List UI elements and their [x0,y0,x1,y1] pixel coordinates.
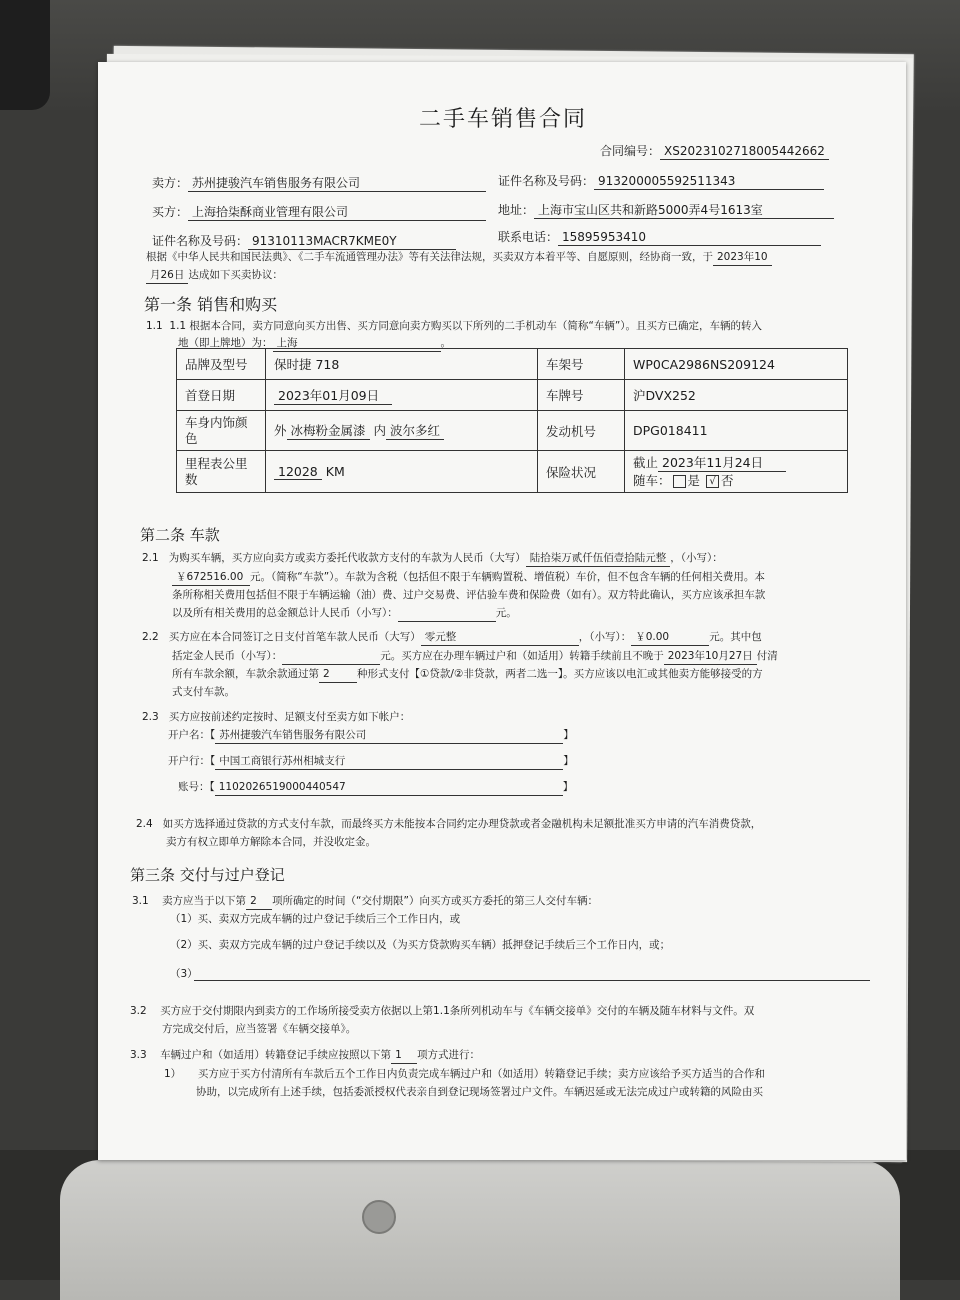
clause-3-3: 3.3 车辆过户和（如适用）转籍登记手续应按照以下第 1 项方式进行： [130,1048,480,1064]
clause-2-2-line3: 所有车款余额，车款余款通过第 2 种形式支付【①贷款/②非贷款，两者二选一】。买方应该以电汇或其他卖方能够接受的方 [172,667,763,683]
brand-value: 保时捷 718 [266,349,538,380]
engine-label: 发动机号 [538,411,625,451]
clause-2-2-line4: 式支付车款。 [172,686,235,698]
buyer-label: 买方： [152,205,189,219]
insurance-yes-checkbox[interactable] [673,475,686,488]
clause-2-1-line3: 条所称相关费用包括但不限于车辆运输（油）费、过户交易费、评估验车费和保险费（如有）。双方特此确认，买方应该承担车款 [172,589,766,601]
phone-corner [0,0,50,110]
clause-2-2: 2.2 买方应在本合同签订之日支付首笔车款人民币（大写） 零元整 ，（小写）： ￥0.00 元。其中包 [142,630,762,646]
clause-2-1: 2.1 为购买车辆，买方应向卖方或卖方委托代收款方支付的车款为人民币（大写） 陆拾柒万贰仟伍佰壹拾陆元整 ，（小写）： [142,551,723,567]
preamble: 根据《中华人民共和国民法典》、《二手车流通管理办法》等有关法律法规，买卖双方本着平等、自愿原则，经协商一致，于 2023年10 [146,250,772,266]
buyer-id: 证件名称及号码： 91310113MACR7KME0Y [152,234,456,250]
clause-2-2-line2: 括定金人民币（小写）： 元。买方应在办理车辆过户和（如适用）转籍手续前且不晚于 2023年10月27日 付清 [172,649,778,665]
buyer-phone: 联系电话： 15895953410 [498,230,821,246]
brand-label: 品牌及型号 [177,349,266,380]
article-2-heading: 第二条 车款 [140,526,220,544]
account-bank: 开户行：【 中国工商银行苏州相城支行 】 [168,754,574,770]
insurance-value: 截止 2023年11月24日 随车： 是 √ 否 [625,451,848,493]
insurance-label: 保险状况 [538,451,625,493]
seller-name: 苏州捷骏汽车销售服务有限公司 [188,176,486,192]
account-name: 开户名：【 苏州捷骏汽车销售服务有限公司 】 [168,728,574,744]
shirt-button [362,1200,396,1234]
clause-2-4-line2: 卖方有权立即单方解除本合同，并没收定金。 [166,836,376,848]
shirt-fabric [60,1160,900,1300]
mileage-label: 里程表公里数 [177,451,266,493]
contract-page [98,62,906,1160]
seller-id: 证件名称及号码： 913200005592511343 [498,174,824,190]
color-label: 车身内饰颜色 [177,411,266,451]
contract-number: 合同编号： XS20231027180054426​62 [600,144,829,160]
color-value: 外 冰梅粉金属漆 内 波尔多红 [266,411,538,451]
clause-2-4: 2.4 如买方选择通过贷款的方式支付车款，而最终买方未能按本合同约定办理贷款或者金融机构未足额批准买方申请的汽车消费贷款， [136,818,762,830]
vehicle-info-table [176,348,848,493]
insurance-no-checkbox[interactable]: √ [706,475,719,488]
clause-3-2-line2: 方完成交付后，应当签署《车辆交接单》。 [162,1023,357,1035]
clause-3-2: 3.2 买方应于交付期限内到卖方的工作场所接受卖方依据以上第1.1条所列机动车与《车辆交接单》交付的车辆及随车材料与文件。双 [130,1005,755,1017]
seller-label: 卖方： [152,176,189,190]
plate-value: 沪DVX252 [625,380,848,411]
article-1-heading: 第一条 销售和购买 [144,295,278,314]
clause-3-1: 3.1 卖方应当于以下第 2 项所确定的时间（“交付期限”）向买方或买方委托的第三人交付车辆： [132,894,598,910]
contract-title: 二手车销售合同 [418,107,587,132]
plate-label: 车牌号 [538,380,625,411]
buyer-name: 上海拾柒酥商业管理有限公司 [188,205,486,221]
clause-2-1-line4: 以及所有相关费用的总金额总计人民币（小写）： 元。 [172,606,517,622]
vin-label: 车架号 [538,349,625,380]
buyer-address: 地址： 上海市宝山区共和新路5000弄4号1613室 [498,203,834,219]
blank-line [194,980,870,981]
clause-3-1-option-2: （2）买、卖双方完成车辆的过户登记手续以及（为买方贷款购买车辆）抵押登记手续后三个工作日内，或； [170,939,671,951]
mileage-value: 12028 KM [266,451,538,493]
article-3-heading: 第三条 交付与过户登记 [130,866,285,884]
account-number: 账号：【 1102026519000440547 】 [178,780,573,796]
vin-value: WP0CA2986NS209124 [625,349,848,380]
clause-1-1: 1.1 1.1 根据本合同，卖方同意向买方出售、买方同意向卖方购买以下所列的二手机动车（简称“车辆”）。且买方已确定，车辆的转入 [146,320,763,332]
reg-date-value: 2023年01月09日 [266,380,538,411]
engine-value: DPG018411 [625,411,848,451]
clause-3-1-option-1: （1）买、卖双方完成车辆的过户登记手续后三个工作日内，或 [170,913,461,925]
clause-3-3-item-1: 1） 买方应于买方付清所有车款后五个工作日内负责完成车辆过户和（如适用）转籍登记手续；卖方应该给予买方适当的合作和 [164,1068,765,1080]
reg-date-label: 首登日期 [177,380,266,411]
clause-2-3: 2.3 买方应按前述约定按时、足额支付至卖方如下帐户： [142,711,411,723]
clause-3-3-item-1-line2: 协助，以完成所有上述手续，包括委派授权代表亲自到登记现场签署过户文件。车辆迟延或无法完成过户或转籍的风险由买 [196,1086,763,1098]
preamble-line2: 月26日 达成如下买卖协议： [146,268,283,284]
clause-2-1-line2: ￥672516.00 元。（简称“车款”）。车款为含税（包括但不限于车辆购置税、增值税）车价，但不包含车辆的任何相关费用。本 [172,570,765,586]
clause-1-1-place: 地（即上牌地）为： 上海 。 [178,336,451,352]
clause-3-1-option-3: （3） [170,968,198,980]
